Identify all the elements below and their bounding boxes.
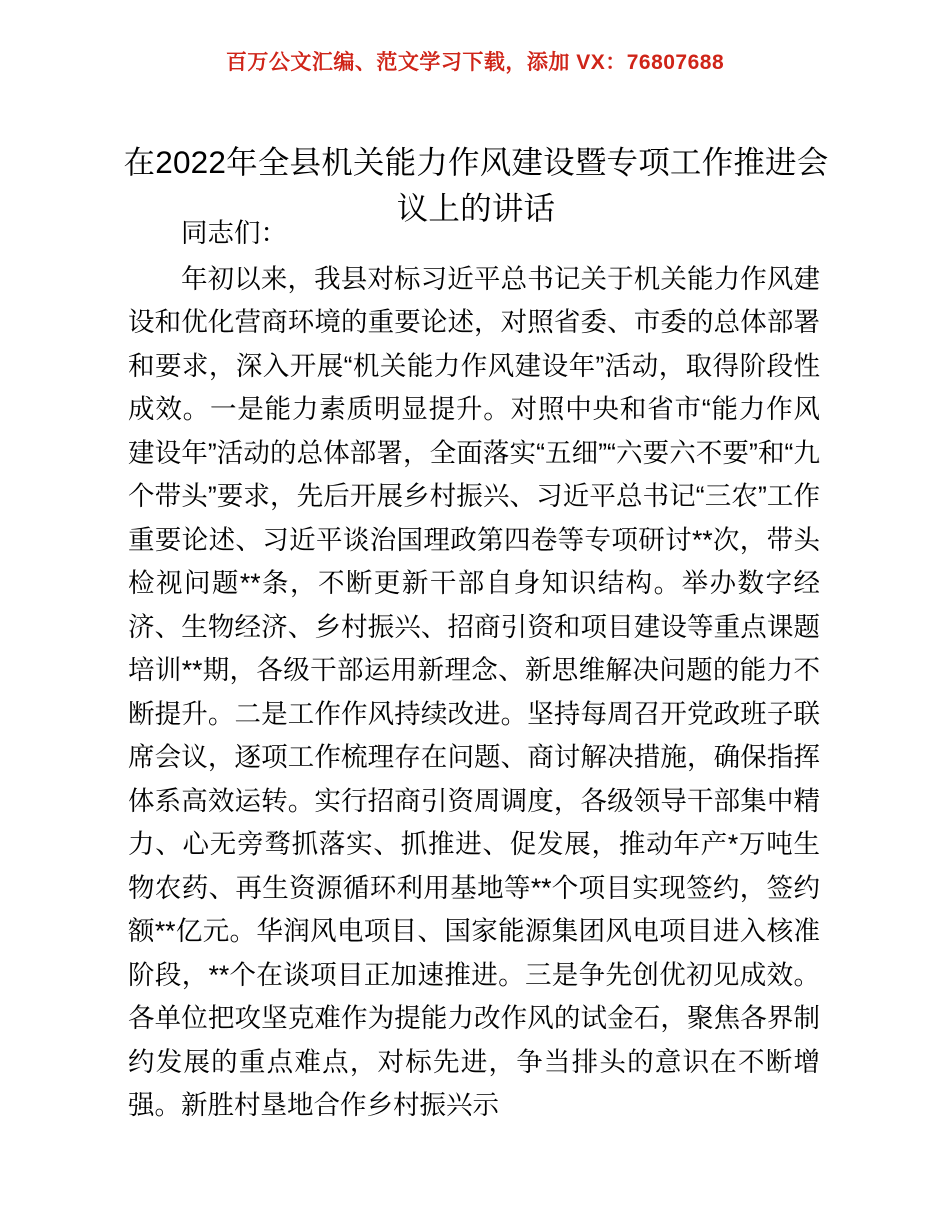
promo-banner-text: 百万公文汇编、范文学习下载，添加 VX：76807688 (225, 51, 725, 74)
document-body (128, 212, 820, 1128)
body-paragraph-1: 年初以来，我县对标习近平总书记关于机关能力作风建设和优化营商环境的重要论述，对照省委、市委的总体部署和要求，深入开展“机关能力作风建设年”活动，取得阶段性成效。一是能力素质明显提升。对照中央和省市“能力作风建设年”活动的总体部署，全面落实“五细”“六要六不要”和“九个带头”要求，先后开展乡村振兴、习近平总书记“三农”工作重要论述、习近平谈治国理政第四卷等专项研讨**次，带头检视问题**条，不断更新干部自身知识结构。举办数字经济、生物经济、乡村振兴、招商引资和项目建设等重点课题培训**期，各级干部运用新理念、新思维解决问题的能力不断提升。二是工作作风持续改进。坚持每周召开党政班子联席会议，逐项工作梳理存在问题、商讨解决措施，确保指挥体系高效运转。实行招商引资周调度，各级领导干部集中精力、心无旁骛抓落实、抓推进、促发展，推动年产*万吨生物农药、再生资源循环利用基地等**个项目实现签约，签约额**亿元。华润风电项目、国家能源集团风电项目进入核准阶段，**个在谈项目正加速推进。三是争先创优初见成效。各单位把攻坚克难作为提能力改作风的试金石，聚焦各界制约发展的重点难点，对标先进，争当排头的意识在不断增强。新胜村垦地合作乡村振兴示 (128, 263, 820, 1120)
salutation-line: 同志们： (181, 218, 287, 248)
document-title: 在2022年全县机关能力作风建设暨专项工作推进会议上的讲话 (123, 144, 829, 227)
